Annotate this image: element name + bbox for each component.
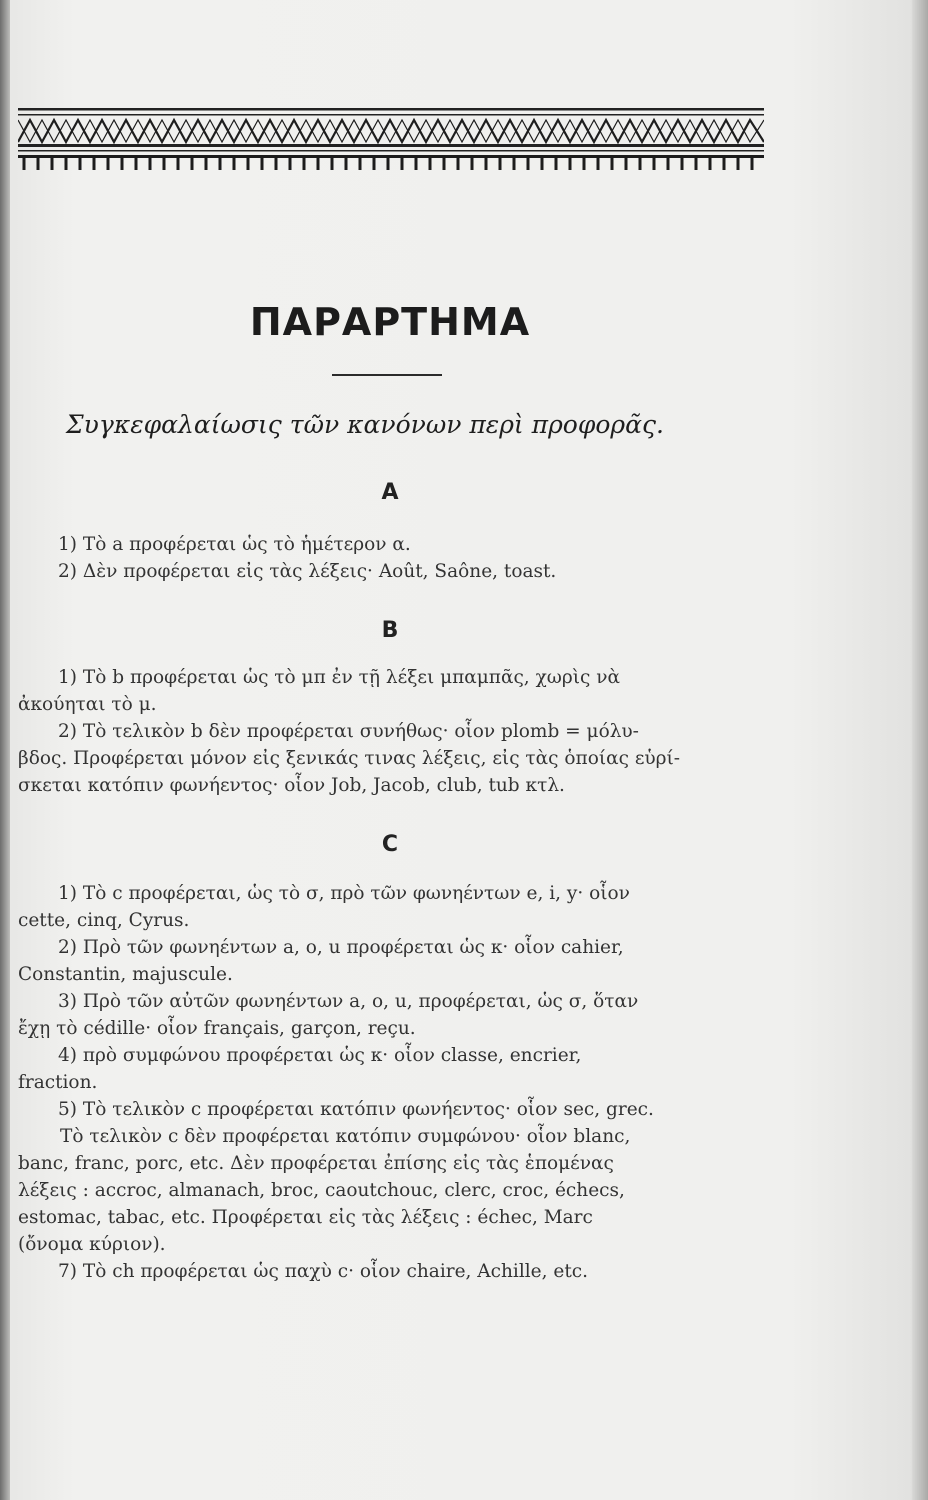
section-c-body [18,880,762,1285]
section-c-line-9: 5) Τὸ τελικὸν c προφέρεται κατόπιν φωνήεντος· οἷον sec, grec. [58,1099,654,1120]
section-c-line-10: Τὸ τελικὸν c δὲν προφέρεται κατόπιν συμφώνου· οἷον blanc, [60,1126,631,1147]
section-c-line-8: fraction. [18,1072,98,1093]
section-c-line-4: Constantin, majuscule. [18,964,233,985]
section-c-line-7: 4) πρὸ συμφώνου προφέρεται ὡς κ· οἷον classe, encrier, [58,1045,582,1066]
section-a-body [18,531,762,585]
section-c-line-1: 1) Τὸ c προφέρεται, ὡς τὸ σ, πρὸ τῶν φωνηέντων e, i, y· οἷον [58,883,630,904]
title-divider [332,374,442,376]
section-b-line-2: ἀκούηται τὸ μ. [18,694,157,715]
section-c-line-15: 7) Τὸ ch προφέρεται ὡς παχὺ c· οἷον chaire, Achille, etc. [58,1261,589,1282]
section-a-rule-2: 2) Δὲν προφέρεται εἰς τὰς λέξεις· Août, Saône, toast. [58,561,557,582]
section-c-line-2: cette, cinq, Cyrus. [18,910,190,931]
page-spine-shadow [0,0,10,1500]
section-a-rule-1: 1) Τὸ a προφέρεται ὡς τὸ ἡμέτερον α. [58,534,411,555]
section-c-line-14: (ὄνομα κύριον). [18,1234,166,1255]
ornamental-banner [18,108,764,176]
section-c-line-13: estomac, tabac, etc. Προφέρεται εἰς τὰς λέξεις : échec, Marc [18,1207,593,1228]
section-c-line-5: 3) Πρὸ τῶν αὐτῶν φωνηέντων a, o, u, προφέρεται, ὡς σ, ὅταν [58,991,639,1012]
section-b-line-3: 2) Τὸ τελικὸν b δὲν προφέρεται συνήθως· οἷον plomb = μόλυ- [58,721,639,742]
page-right-edge [912,0,928,1500]
section-c-line-11: banc, franc, porc, etc. Δὲν προφέρεται ἐπίσης εἰς τὰς ἑπομένας [18,1153,614,1174]
page-title: ΠΑΡΑΡΤΗΜΑ [249,300,531,344]
section-c-line-3: 2) Πρὸ τῶν φωνηέντων a, o, u προφέρεται ὡς κ· οἷον cahier, [58,937,624,958]
section-c-line-6: ἔχῃ τὸ cédille· οἷον français, garçon, reçu. [18,1018,416,1039]
section-c-heading: C [381,832,399,857]
section-b-body [18,664,762,799]
section-b-heading: B [381,618,399,643]
subtitle: Συγκεφαλαίωσις τῶν κανόνων περὶ προφορᾶς. [66,410,664,439]
section-c-line-12: λέξεις : accroc, almanach, broc, caoutchouc, clerc, croc, échecs, [18,1180,625,1201]
section-b-line-4: βδος. Προφέρεται μόνον εἰς ξενικάς τινας λέξεις, εἰς τὰς ὁποίας εὑρί- [18,748,681,769]
section-a-heading: A [381,480,399,505]
section-b-line-5: σκεται κατόπιν φωνήεντος· οἷον Job, Jacob, club, tub κτλ. [18,775,565,796]
section-b-line-1: 1) Τὸ b προφέρεται ὡς τὸ μπ ἐν τῇ λέξει μπαμπᾶς, χωρὶς νὰ [58,667,620,688]
